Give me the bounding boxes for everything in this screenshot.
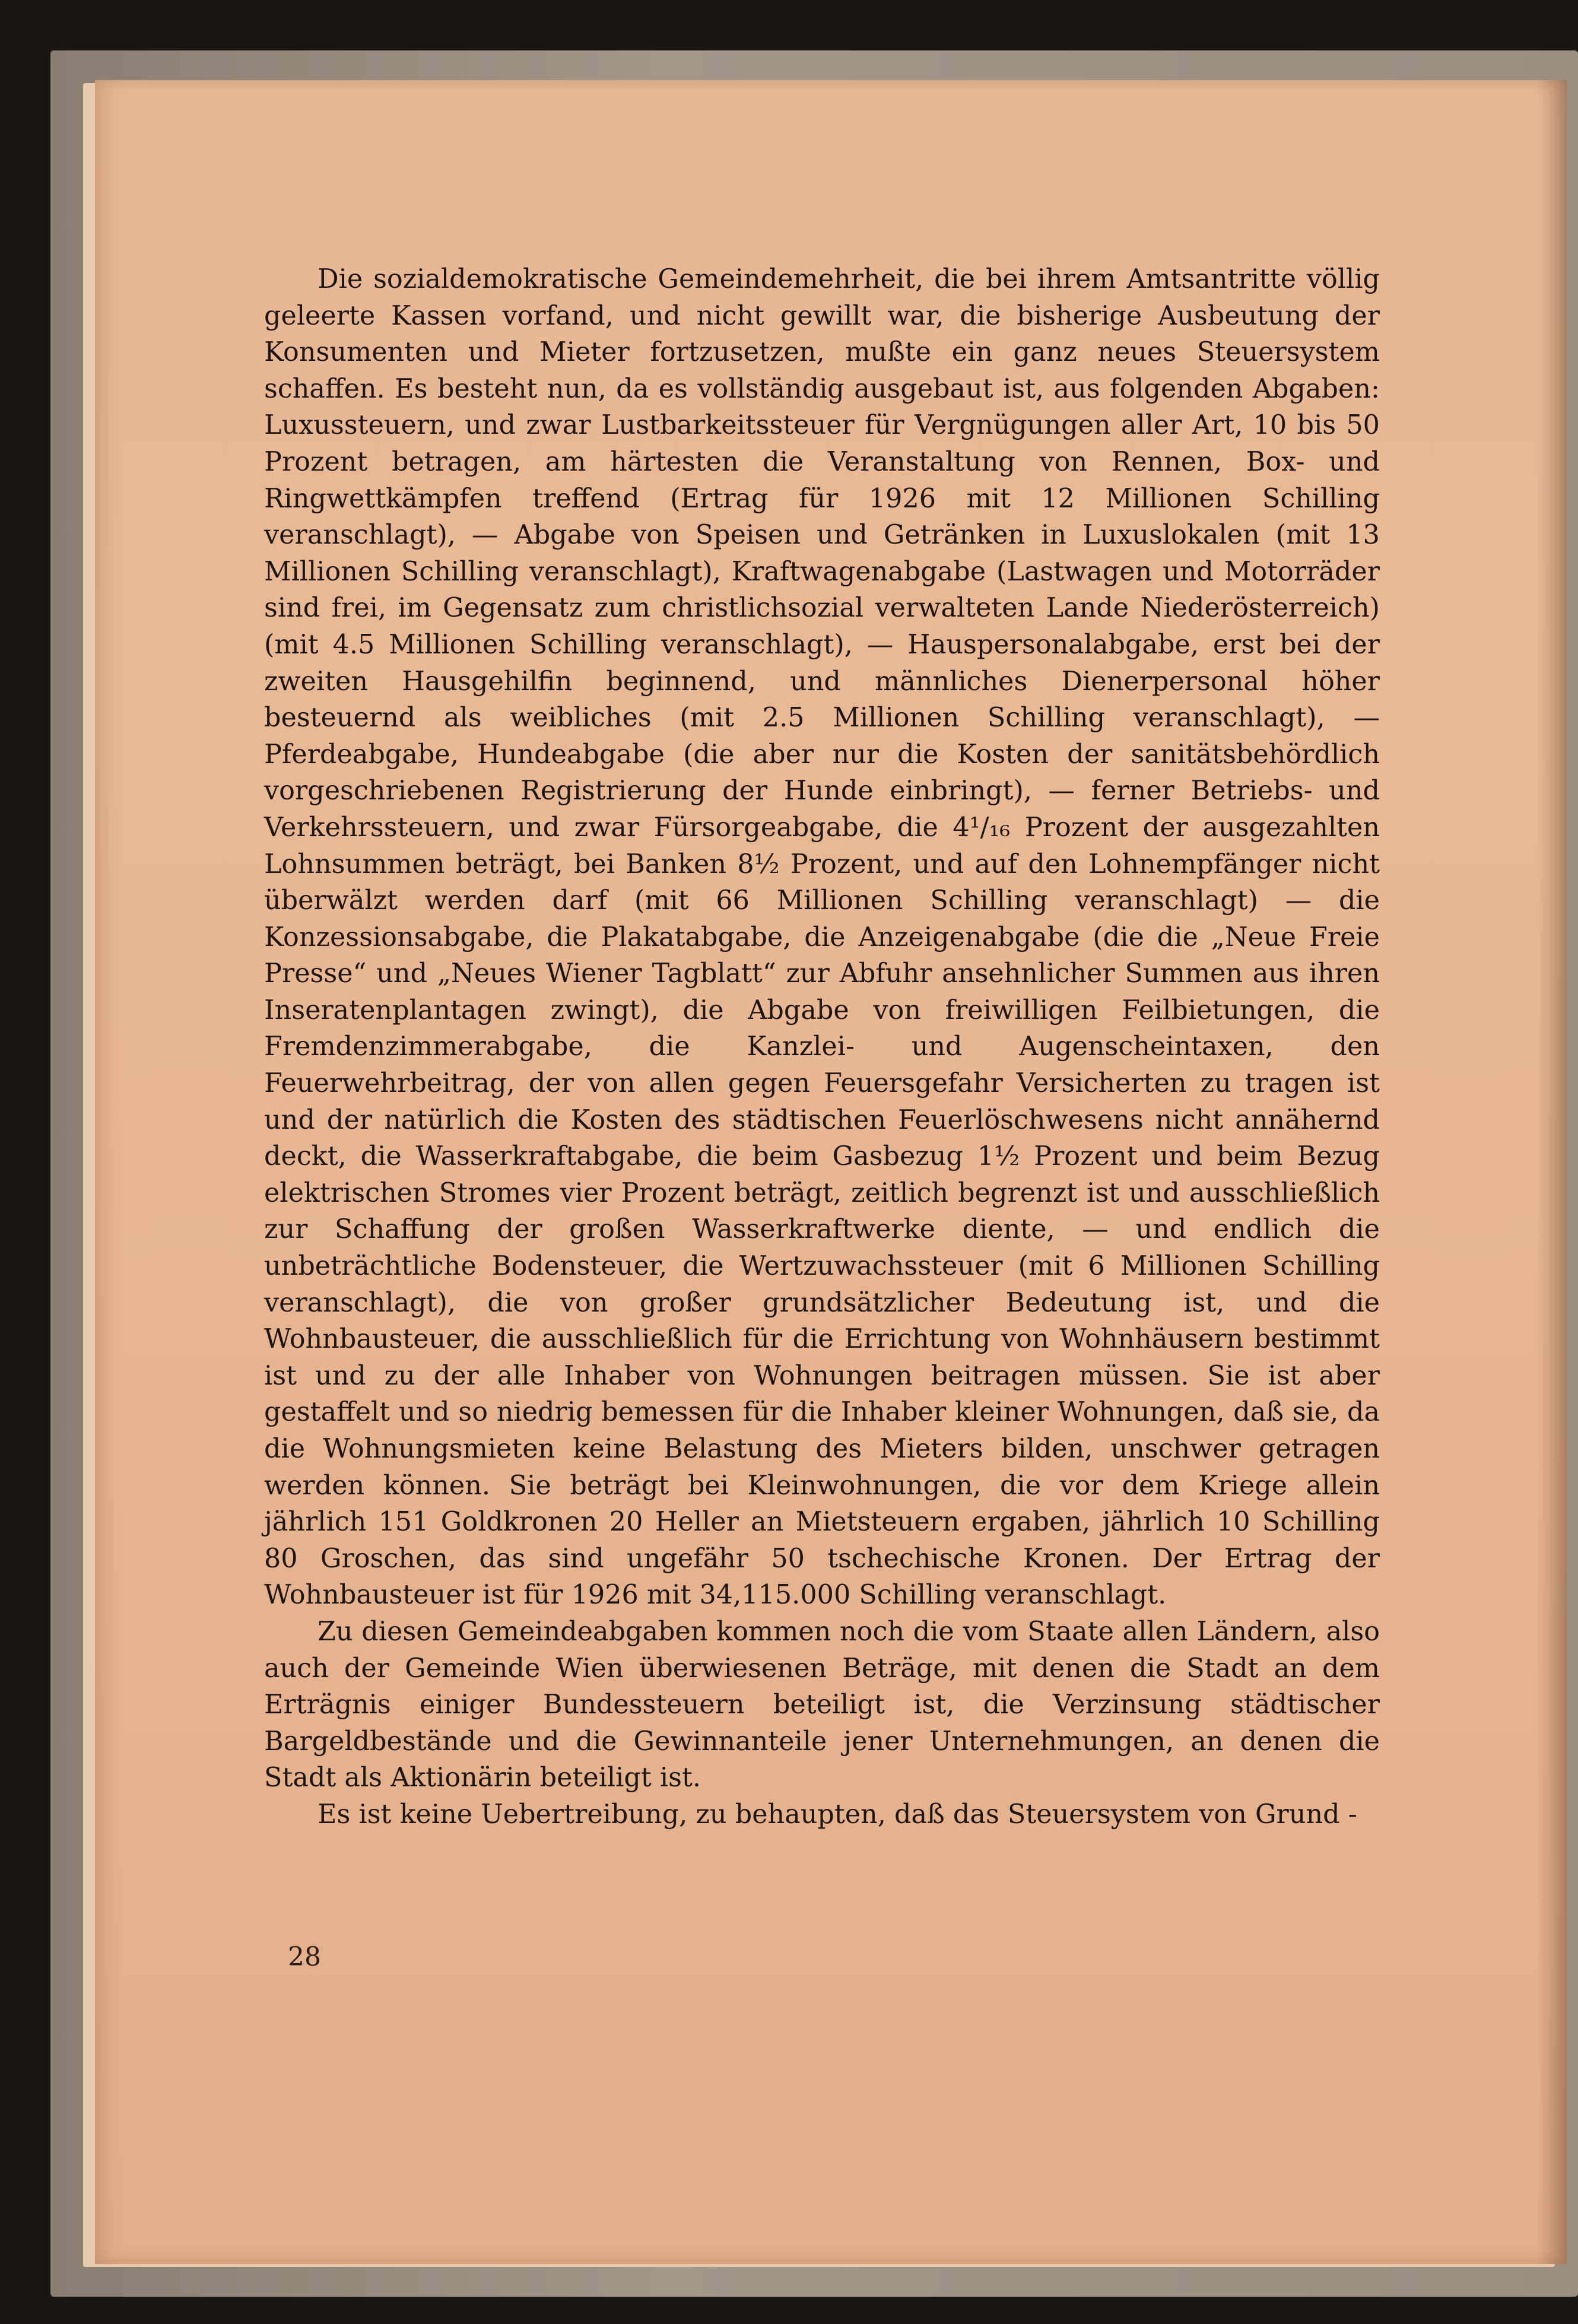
- page-number: 28: [288, 1942, 321, 1972]
- paragraph-2: Zu diesen Gemeindeabgaben kommen noch die vom Staate allen Ländern, also auch der Gemeinde Wien überwiesenen Beträge, mit denen die Stadt an dem Erträgnis einiger Bundessteuern beteiligt ist, die Verzinsung städtischer Bargeldbestände und die Gewinnanteile jener Unternehmungen, an denen die Stadt als Aktionärin beteiligt ist.: [264, 1616, 1380, 1793]
- body-text: [264, 261, 1380, 1833]
- paragraph-3: Es ist keine Uebertreibung, zu behaupten, daß das Steuersystem von Grund -: [317, 1799, 1357, 1830]
- spine-shadow: [1537, 80, 1567, 2264]
- paragraph-1: Die sozialdemokratische Gemeindemehrheit, die bei ihrem Amtsantritte völlig geleerte Kassen vorfand, und nicht gewillt war, die bisherige Ausbeutung der Konsumenten und Mieter fortzusetzen, mußte ein ganz neues Steuersystem schaffen. Es besteht nun, da es vollständig ausgebaut ist, aus folgenden Abgaben: Luxussteuern, und zwar Lustbarkeitssteuer für Vergnügungen aller Art, 10 bis 50 Prozent betragen, am härtesten die Veranstaltung von Rennen, Box- und Ringwettkämpfen treffend (Ertrag für 1926 mit 12 Millionen Schilling veranschlagt), — Abgabe von Speisen und Getränken in Luxuslokalen (mit 13 Millionen Schilling veranschlagt), Kraftwagenabgabe (Lastwagen und Motorräder sind frei, im Gegensatz zum christlichsozial verwalteten Lande Niederösterreich) (mit 4.5 Millionen Schilling veranschlagt), — Hauspersonalabgabe, erst bei der zweiten Hausgehilfin beginnend, und männliches Dienerpersonal höher besteuernd als weibliches (mit 2.5 Millionen Schilling veranschlagt), — Pferdeabgabe, Hundeabgabe (die aber nur die Kosten der sanitätsbehördlich vorgeschriebenen Registrierung der Hunde einbringt), — ferner Betriebs- und Verkehrssteuern, und zwar Fürsorgeabgabe, die 4¹/₁₆ Prozent der ausgezahlten Lohnsummen beträgt, bei Banken 8½ Prozent, und auf den Lohnempfänger nicht überwälzt werden darf (mit 66 Millionen Schilling veranschlagt) — die Konzessionsabgabe, die Plakatabgabe, die Anzeigenabgabe (die die „Neue Freie Presse“ und „Neues Wiener Tagblatt“ zur Abfuhr ansehnlicher Summen aus ihren Inseratenplantagen zwingt), die Abgabe von freiwilligen Feilbietungen, die Fremdenzimmerabgabe, die Kanzlei- und Augenscheintaxen, den Feuerwehrbeitrag, der von allen gegen Feuersgefahr Versicherten zu tragen ist und der natürlich die Kosten des städtischen Feuerlöschwesens nicht annähernd deckt, die Wasserkraftabgabe, die beim Gasbezug 1½ Prozent und beim Bezug elektrischen Stromes vier Prozent beträgt, zeitlich begrenzt ist und ausschließlich zur Schaffung der großen Wasserkraftwerke diente, — und endlich die unbeträchtliche Bodensteuer, die Wertzuwachssteuer (mit 6 Millionen Schilling veranschlagt), die von großer grundsätzlicher Bedeutung ist, und die Wohnbausteuer, die ausschließlich für die Errichtung von Wohnhäusern bestimmt ist und zu der alle Inhaber von Wohnungen beitragen müssen. Sie ist aber gestaffelt und so niedrig bemessen für die Inhaber kleiner Wohnungen, daß sie, da die Wohnungsmieten keine Belastung des Mieters bilden, unschwer getragen werden können. Sie beträgt bei Kleinwohnungen, die vor dem Kriege allein jährlich 151 Goldkronen 20 Heller an Mietsteuern ergaben, jährlich 10 Schilling 80 Groschen, das sind ungefähr 50 tschechische Kronen. Der Ertrag der Wohnbausteuer ist für 1926 mit 34,115.000 Schilling veranschlagt.: [264, 264, 1380, 1611]
